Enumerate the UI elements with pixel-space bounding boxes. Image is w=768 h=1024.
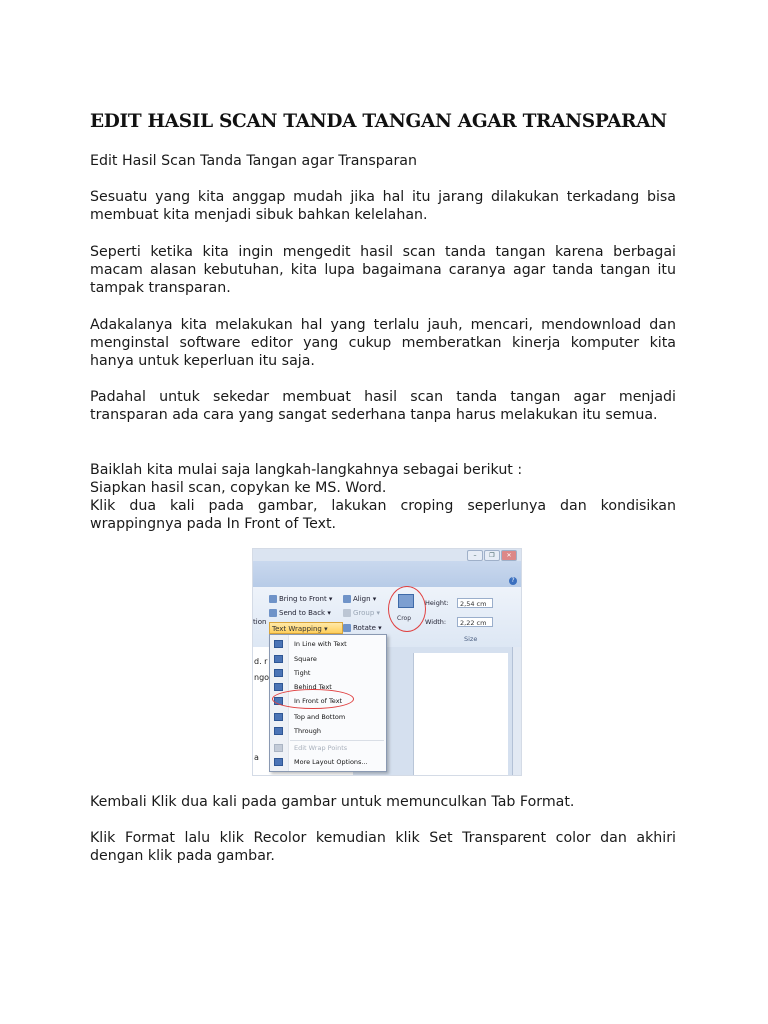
paragraph: Klik Format lalu klik Recolor kemudian klik Set Transparent color dan akhiri dengan klik pada gambar. xyxy=(90,830,676,864)
paragraph: Padahal untuk sekedar membuat hasil scan tanda tangan agar menjadi transparan ada cara yang sangat sederhana tanpa harus melakukan itu semua. xyxy=(90,389,676,423)
align-label: Align xyxy=(353,595,371,603)
paragraph: Siapkan hasil scan, copykan ke MS. Word. xyxy=(90,480,387,496)
width-label: Width: xyxy=(425,618,447,626)
window-buttons xyxy=(467,550,517,560)
menu-item-top-and-bottom xyxy=(270,710,386,724)
bring-to-front-icon xyxy=(269,595,277,603)
menu-item-label: Top and Bottom xyxy=(294,713,346,721)
height-label: Height: xyxy=(425,599,449,607)
wrap-icon xyxy=(274,683,283,691)
in-front-of-text-highlight-ellipse xyxy=(272,689,354,709)
ribbon-tabs-area xyxy=(253,561,521,587)
menu-item-more-layout-options xyxy=(270,755,386,769)
wrap-icon xyxy=(274,655,283,663)
menu-item-in-line-with-text xyxy=(270,637,386,651)
bring-to-front-label: Bring to Front xyxy=(279,595,327,603)
menu-item-tight xyxy=(270,666,386,680)
menu-item-label: Behind Text xyxy=(294,683,332,691)
menu-item-square xyxy=(270,652,386,666)
paragraph: Adakalanya kita melakukan hal yang terlalu jauh, mencari, mendownload dan menginstal software editor yang cukup memberatkan kinerja komputer kita hanya untuk keperluan itu saja. xyxy=(90,317,676,369)
wrap-icon xyxy=(274,669,283,677)
send-to-back-icon xyxy=(269,609,277,617)
word-screenshot-figure xyxy=(252,548,522,776)
crop-label: Crop xyxy=(397,615,412,622)
send-to-back-label: Send to Back xyxy=(279,609,326,617)
menu-item-label: Edit Wrap Points xyxy=(294,744,348,752)
close-icon: ✕ xyxy=(501,550,517,561)
paragraph: Seperti ketika kita ingin mengedit hasil scan tanda tangan karena berbagai macam alasan kebutuhan, kita lupa bagaimana caranya agar tanda tangan itu tampak transparan. xyxy=(90,244,676,296)
send-to-back-button: Send to Back ▾ xyxy=(269,607,331,619)
layout-icon xyxy=(274,758,283,766)
width-field: 2,22 cm xyxy=(457,617,493,627)
menu-item-label: In Front of Text xyxy=(294,697,343,705)
rotate-button: Rotate ▾ xyxy=(343,622,382,634)
paragraph: Edit Hasil Scan Tanda Tangan agar Transparan xyxy=(90,153,417,169)
menu-item-label: Through xyxy=(294,727,321,735)
rotate-label: Rotate xyxy=(353,624,376,632)
partial-label: tion xyxy=(253,618,267,626)
side-text: ngo xyxy=(254,673,270,682)
paragraph: Kembali Klik dua kali pada gambar untuk memunculkan Tab Format. xyxy=(90,794,575,810)
window-titlebar xyxy=(253,549,521,561)
height-field: 2,54 cm xyxy=(457,598,493,608)
side-text: d. r xyxy=(254,657,268,666)
bring-to-front-button: Bring to Front ▾ xyxy=(269,593,332,605)
menu-item-label: In Line with Text xyxy=(294,640,347,648)
vertical-scrollbar xyxy=(512,647,521,775)
wrap-icon xyxy=(274,713,283,721)
wrap-icon xyxy=(274,640,283,648)
text-wrapping-label: Text Wrapping xyxy=(272,625,322,633)
group-label: Group xyxy=(353,609,375,617)
wrap-icon xyxy=(274,727,283,735)
group-icon xyxy=(343,609,351,617)
align-icon xyxy=(343,595,351,603)
align-button: Align ▾ xyxy=(343,593,376,605)
menu-item-edit-wrap-points xyxy=(270,741,386,755)
document-page-right xyxy=(413,653,508,775)
restore-icon: ❐ xyxy=(484,550,500,561)
help-icon: ? xyxy=(509,577,517,585)
wrap-icon xyxy=(274,744,283,752)
paragraph: Klik dua kali pada gambar, lakukan croping seperlunya dan kondisikan wrappingnya pada In Front of Text. xyxy=(90,498,676,532)
document-title: EDIT HASIL SCAN TANDA TANGAN AGAR TRANSPARAN xyxy=(90,111,667,132)
side-text: a xyxy=(254,753,259,762)
group-button: Group ▾ xyxy=(343,607,380,619)
text-wrapping-button: Text Wrapping ▾ xyxy=(269,622,343,634)
minimize-icon: – xyxy=(467,550,483,561)
paragraph: Sesuatu yang kita anggap mudah jika hal itu jarang dilakukan terkadang bisa membuat kita menjadi sibuk bahkan kelelahan. xyxy=(90,189,676,223)
menu-item-through xyxy=(270,724,386,738)
menu-item-label: Tight xyxy=(294,669,311,677)
rotate-icon xyxy=(343,624,351,632)
size-group-label: Size xyxy=(464,635,478,643)
menu-item-label: Square xyxy=(294,655,317,663)
crop-highlight-circle xyxy=(388,586,426,632)
paragraph: Baiklah kita mulai saja langkah-langkahnya sebagai berikut : xyxy=(90,462,523,478)
menu-item-label: More Layout Options... xyxy=(294,758,368,766)
